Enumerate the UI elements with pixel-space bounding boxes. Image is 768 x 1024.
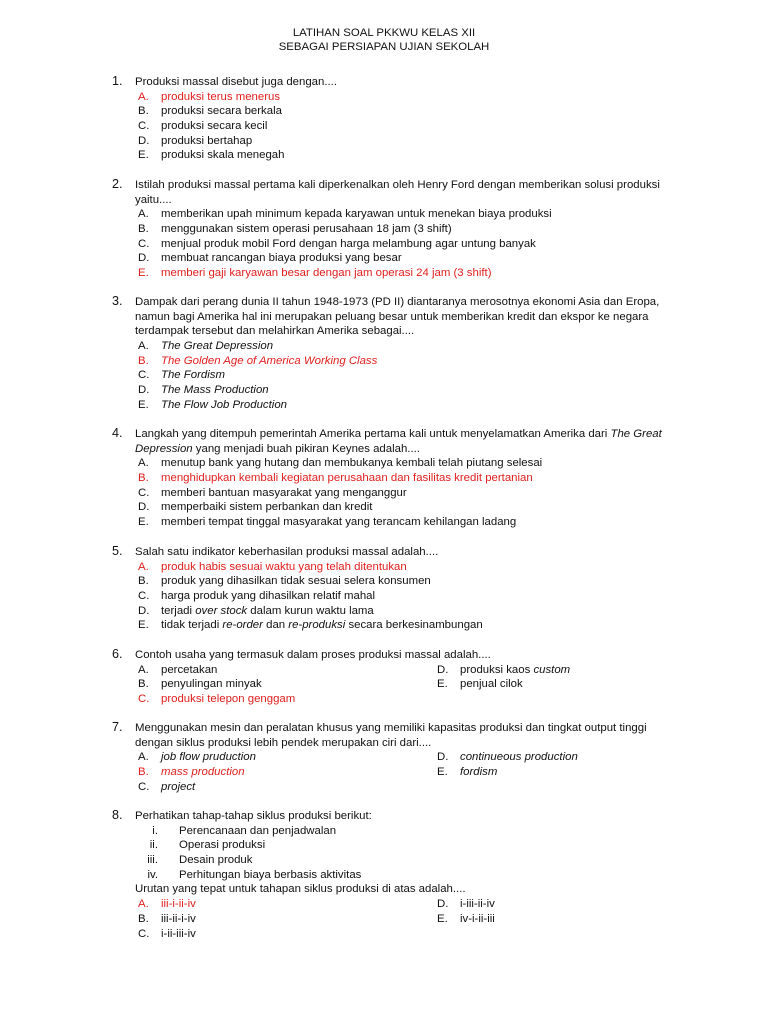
option-letter: B. (138, 472, 149, 485)
option-text-italic: re-produksi (288, 619, 346, 632)
option-letter: E. (437, 912, 448, 925)
option-text: fordism (460, 766, 498, 779)
step-text: Operasi produksi (179, 839, 266, 852)
option-text-part: dan (266, 619, 286, 632)
option-text (161, 618, 483, 633)
option-text-part: tidak terjadi (161, 619, 220, 632)
option-text: menutup bank yang hutang dan membukanya kembali telah piutang selesai (161, 457, 543, 470)
question-number: 3. (112, 294, 123, 308)
option-row (0, 897, 768, 912)
option-text: menjual produk mobil Ford dengan harga melambung agar untung banyak (161, 237, 536, 250)
option-letter: C. (138, 927, 150, 940)
step-item (0, 824, 768, 839)
option-e-answer (0, 266, 768, 281)
question-5 (0, 545, 768, 633)
step-item (0, 838, 768, 853)
option-d (0, 251, 768, 266)
option-text: continueous production (460, 751, 578, 764)
option-letter-answer: A. (138, 898, 149, 911)
step-text: Desain produk (179, 854, 253, 867)
option-row (0, 663, 768, 678)
option-text: memberikan upah minimum kepada karyawan untuk menekan biaya produksi (161, 208, 552, 221)
question-number: 8. (112, 808, 123, 822)
step-roman: ii. (149, 839, 158, 852)
option-text-part: dalam kurun waktu lama (250, 604, 374, 617)
question-text: Produksi massal disebut juga dengan.... (135, 76, 337, 88)
option-letter: C. (138, 590, 150, 603)
header-subtitle: SEBAGAI PERSIAPAN UJIAN SEKOLAH (278, 41, 490, 54)
option-a (0, 207, 768, 222)
option-letter: B. (138, 105, 149, 118)
option-letter: B. (138, 354, 149, 367)
option-text: i-iii-ii-iv (460, 898, 495, 911)
option-row (0, 677, 768, 692)
option-letter-answer: B. (138, 766, 149, 779)
question-4 (0, 427, 768, 530)
option-text: iv-i-ii-iii (460, 912, 495, 925)
question-2 (0, 178, 768, 281)
option-text: produksi secara berkala (161, 105, 282, 118)
step-text: Perhitungan biaya berbasis aktivitas (179, 868, 362, 881)
option-c (0, 780, 768, 795)
question-text-part: Langkah yang ditempuh pemerintah Amerika pertama kali untuk menyelamatkan Amerika dari (135, 428, 608, 440)
option-text: produksi secara kecil (161, 120, 268, 133)
option-letter: E. (138, 267, 149, 280)
option-text-answer: mass production (161, 766, 245, 779)
option-text: memberi bantuan masyarakat yang menganggur (161, 486, 407, 499)
question-6 (0, 648, 768, 707)
option-text: harga produk yang dihasilkan relatif mahal (161, 590, 376, 603)
option-letter: D. (437, 898, 449, 911)
option-letter: E. (138, 398, 149, 411)
option-letter: C. (138, 693, 150, 706)
option-text: produk yang dihasilkan tidak sesuai selera konsumen (161, 575, 431, 588)
option-text: The Fordism (161, 369, 225, 382)
option-a (0, 456, 768, 471)
question-8 (0, 809, 768, 941)
option-c (0, 589, 768, 604)
question-1 (0, 75, 768, 163)
option-b (0, 574, 768, 589)
question-text: Perhatikan tahap-tahap siklus produksi berikut: (135, 810, 372, 822)
option-b (0, 222, 768, 237)
question-7 (0, 721, 768, 794)
option-text: project (161, 780, 196, 793)
question-number: 6. (112, 647, 123, 661)
option-letter: C. (138, 486, 150, 499)
option-text: produksi telepon genggam (161, 693, 296, 706)
option-text (161, 604, 374, 619)
option-text: job flow pruduction (161, 751, 256, 764)
option-text-italic: over stock (195, 604, 248, 617)
option-letter: A. (138, 90, 149, 103)
question-number: 4. (112, 426, 123, 440)
step-text: Perencanaan dan penjadwalan (179, 824, 337, 837)
option-a-answer (0, 90, 768, 105)
step-roman: iv. (147, 868, 158, 881)
step-roman: i. (152, 824, 158, 837)
option-letter: B. (138, 912, 149, 925)
option-letter: E. (437, 766, 448, 779)
question-text: Contoh usaha yang termasuk dalam proses produksi massal adalah.... (135, 649, 491, 661)
option-text-italic: re-order (222, 619, 263, 632)
option-b-answer (0, 471, 768, 486)
option-text: penjual cilok (460, 678, 523, 691)
question-number: 1. (112, 74, 123, 88)
option-text: percetakan (161, 663, 218, 676)
header-title: LATIHAN SOAL PKKWU KELAS XII (292, 27, 476, 39)
option-letter: D. (138, 252, 150, 265)
option-letter: D. (437, 663, 449, 676)
option-c (0, 119, 768, 134)
question-number: 5. (112, 544, 123, 558)
option-text-part: terjadi (161, 604, 193, 617)
option-c (0, 927, 768, 942)
option-text: The Golden Age of America Working Class (161, 354, 378, 367)
option-letter: B. (138, 678, 149, 691)
question-text: Menggunakan mesin dan peralatan khusus yang memiliki kapasitas produksi dan tingkat output tinggi dengan siklus produksi lebih pendek merupakan ciri dari.... (135, 722, 647, 749)
option-text: menggunakan sistem operasi perusahaan 18 jam (3 shift) (161, 223, 452, 236)
option-text: produksi terus menerus (161, 90, 281, 103)
option-letter: D. (437, 751, 449, 764)
question-number: 2. (112, 177, 123, 191)
option-text: memberi tempat tinggal masyarakat yang terancam kehilangan ladang (161, 516, 517, 529)
option-row (0, 750, 768, 765)
option-c (0, 486, 768, 501)
option-text: memberi gaji karyawan besar dengan jam operasi 24 jam (3 shift) (161, 267, 492, 280)
option-text: produk habis sesuai waktu yang telah ditentukan (161, 560, 407, 573)
option-letter: D. (138, 604, 150, 617)
option-letter: A. (138, 663, 149, 676)
option-letter: B. (138, 223, 149, 236)
option-e (0, 398, 768, 413)
question-text-part: yang menjadi buah pikiran Keynes adalah.... (195, 442, 420, 455)
option-text-part: secara berkesinambungan (348, 619, 483, 632)
option-letter: D. (138, 501, 150, 514)
option-text: i-ii-iii-iv (161, 927, 196, 940)
question-3 (0, 295, 768, 413)
option-text: iii-ii-i-iv (161, 912, 196, 925)
option-d (0, 383, 768, 398)
question-text-italic: The Great Depression (135, 428, 662, 455)
option-text: memperbaiki sistem perbankan dan kredit (161, 501, 373, 514)
option-letter: A. (138, 208, 149, 221)
option-letter: C. (138, 120, 150, 133)
option-letter: E. (138, 619, 149, 632)
option-c-answer (0, 692, 768, 707)
option-text-answer: iii-i-ii-iv (161, 898, 196, 911)
option-e (0, 515, 768, 530)
option-text (460, 663, 570, 678)
option-letter: B. (138, 575, 149, 588)
option-letter: D. (138, 134, 150, 147)
option-letter: A. (138, 751, 149, 764)
option-text-part: produksi kaos (460, 663, 531, 676)
option-row (0, 912, 768, 927)
option-e (0, 618, 768, 633)
step-item (0, 853, 768, 868)
option-letter: A. (138, 457, 149, 470)
option-row (0, 765, 768, 780)
question-subtext: Urutan yang tepat untuk tahapan siklus produksi di atas adalah.... (135, 883, 466, 896)
question-text: Salah satu indikator keberhasilan produksi massal adalah.... (135, 546, 439, 558)
step-roman: iii. (147, 854, 158, 867)
option-b (0, 104, 768, 119)
option-text: The Mass Production (161, 384, 269, 397)
option-d (0, 500, 768, 515)
option-b-answer (0, 354, 768, 369)
option-text: The Great Depression (161, 340, 274, 353)
option-letter: E. (437, 678, 448, 691)
option-letter: A. (138, 560, 149, 573)
option-letter: E. (138, 516, 149, 529)
question-text: Istilah produksi massal pertama kali diperkenalkan oleh Henry Ford dengan memberikan solusi produksi yaitu.... (135, 179, 660, 206)
option-text: membuat rancangan biaya produksi yang besar (161, 252, 402, 265)
option-a-answer (0, 560, 768, 575)
question-text: Dampak dari perang dunia II tahun 1948-1973 (PD II) diantaranya merosotnya ekonomi Asia dan Eropa, namun bagi Amerika hal ini merupakan peluang besar untuk memberikan kredit dan ekspor ke negara terdampak tersebut dan melahirkan Amerika sebagai.... (135, 296, 660, 338)
question-text (135, 427, 665, 456)
step-item (0, 868, 768, 883)
document-header (0, 26, 768, 55)
option-letter: A. (138, 340, 149, 353)
option-d (0, 604, 768, 619)
option-c (0, 368, 768, 383)
option-text: produksi skala menegah (161, 149, 285, 162)
option-a (0, 339, 768, 354)
option-letter: E. (138, 149, 149, 162)
option-letter: C. (138, 237, 150, 250)
option-c (0, 237, 768, 252)
option-d (0, 134, 768, 149)
option-text-italic: custom (533, 663, 571, 676)
option-letter: D. (138, 384, 150, 397)
question-number: 7. (112, 720, 123, 734)
option-text: penyulingan minyak (161, 678, 262, 691)
option-e (0, 148, 768, 163)
option-text: produksi bertahap (161, 134, 253, 147)
option-letter: C. (138, 780, 150, 793)
option-text: The Flow Job Production (161, 398, 287, 411)
option-text: menghidupkan kembali kegiatan perusahaan dan fasilitas kredit pertanian (161, 472, 533, 485)
option-letter: C. (138, 369, 150, 382)
